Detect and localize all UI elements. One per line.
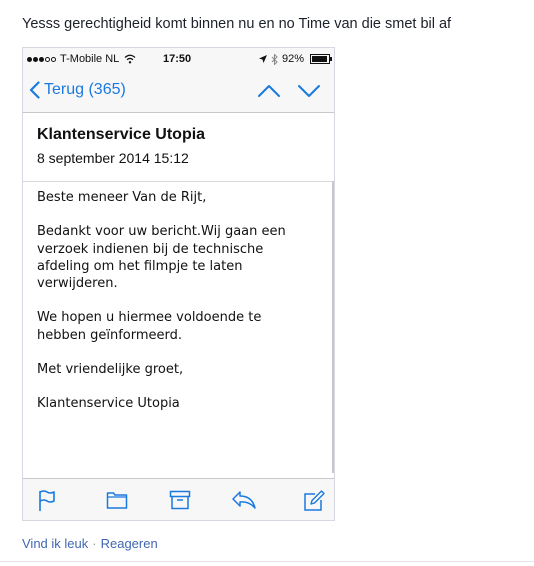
email-paragraph: Bedankt voor uw bericht.Wij gaan een verzoek indienen bij de technische afdeling om het filmpje te laten verwijderen. [37,224,286,292]
email-body [37,189,317,430]
email-signature: Klantenservice Utopia [37,396,180,412]
divider [0,561,534,562]
back-button[interactable] [29,81,126,99]
reply-link[interactable]: Reageren [100,536,158,551]
status-time: 17:50 [163,53,192,65]
chevron-down-icon[interactable] [297,83,321,99]
reply-icon[interactable] [231,490,257,510]
email-screenshot [22,47,335,521]
signal-icon [27,57,32,62]
chevron-up-icon[interactable] [257,83,281,99]
email-header [23,113,334,182]
folder-icon[interactable] [106,490,128,510]
battery-icon [310,54,330,64]
post-text: Yesss gerechtigheid komt binnen nu en no Time van die smet bil af [22,16,452,32]
wifi-icon [124,54,136,64]
email-closing: Met vriendelijke groet, [37,362,184,378]
post-actions [22,536,158,551]
location-icon [259,55,267,63]
separator: · [92,536,97,551]
chevron-left-icon [29,81,40,99]
email-greeting: Beste meneer Van de Rijt, [37,190,207,205]
email-sender: Klantenservice Utopia [37,126,206,143]
archive-icon[interactable] [169,490,191,510]
like-link[interactable]: Vind ik leuk [22,536,89,551]
mail-navbar [23,72,334,113]
back-label: Terug (365) [44,81,126,98]
mail-toolbar [23,478,334,521]
bluetooth-icon [271,54,278,65]
email-date: 8 september 2014 15:12 [37,150,189,166]
status-bar [23,48,334,72]
flag-icon[interactable] [38,490,56,512]
carrier-name: T-Mobile NL [60,53,120,65]
compose-icon[interactable] [303,490,325,512]
battery-percent: 92% [281,53,304,65]
scrollbar[interactable] [332,181,334,473]
email-paragraph: We hopen u hiermee voldoende te hebben geïnformeerd. [37,310,262,343]
